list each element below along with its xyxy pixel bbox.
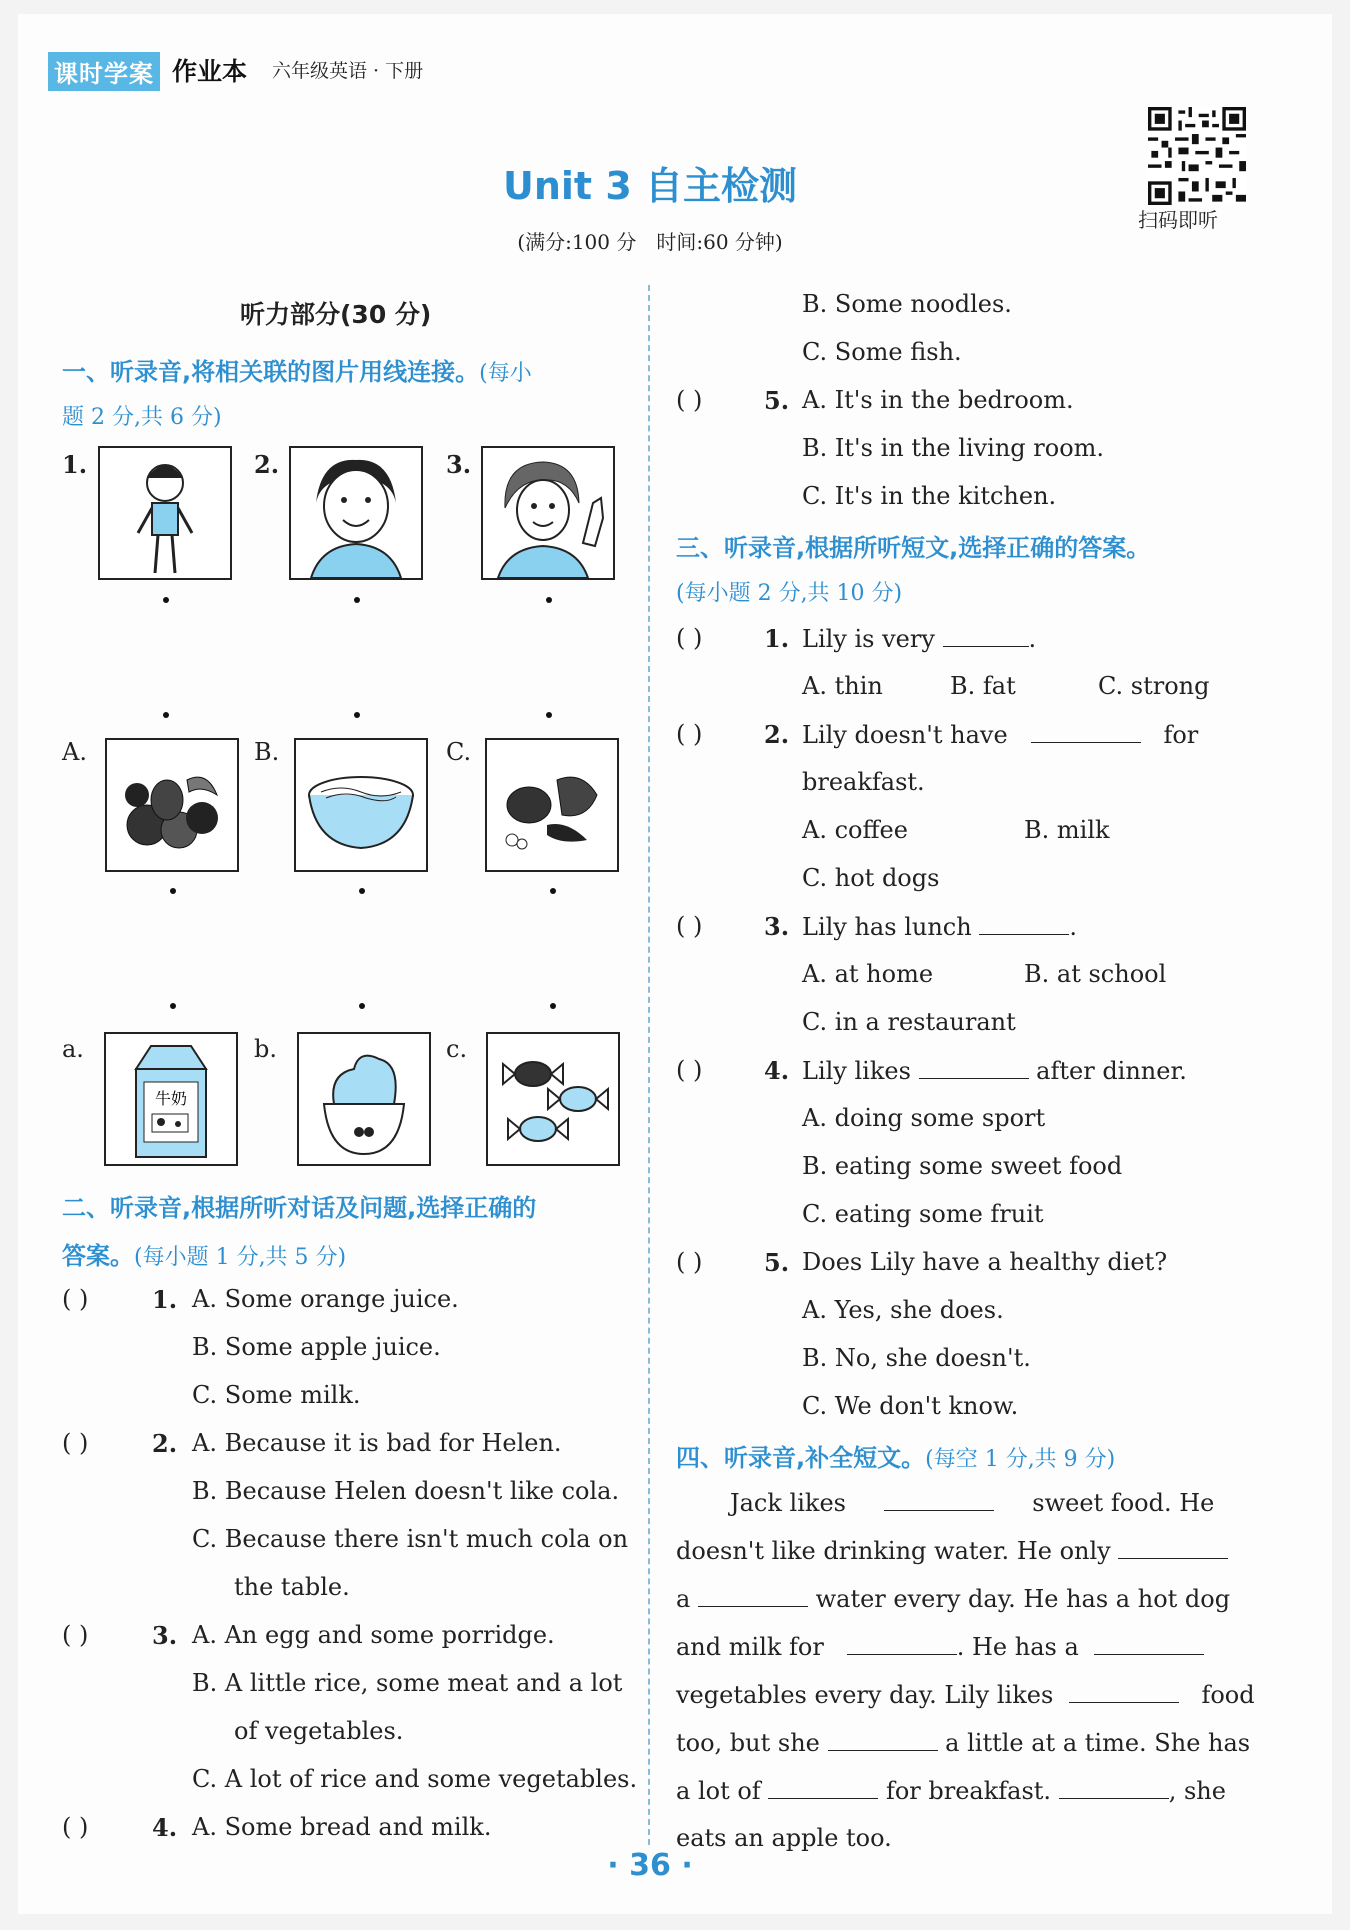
option-b: B. at school — [1024, 960, 1167, 988]
fill-blank[interactable] — [919, 1056, 1029, 1079]
answer-paren[interactable]: ( ) — [62, 1285, 89, 1313]
option-a: A. Because it is bad for Helen. — [192, 1429, 562, 1457]
option-b: B. milk — [1024, 816, 1110, 844]
fill-blank[interactable] — [768, 1776, 878, 1799]
option-b: B. Some noodles. — [802, 290, 1012, 318]
connect-dot[interactable] — [354, 597, 360, 603]
fill-blank[interactable] — [847, 1632, 957, 1655]
question-number: 3. — [764, 912, 790, 941]
fill-blank[interactable] — [828, 1728, 938, 1751]
milk-carton-picture — [104, 1032, 238, 1166]
fill-blank[interactable] — [1118, 1536, 1228, 1559]
option-c: C. A lot of rice and some vegetables. — [192, 1765, 638, 1793]
girl-smiling-picture — [289, 446, 423, 580]
option-b: B. A little rice, some meat and a lot — [192, 1669, 623, 1697]
milk-carton-text: 牛奶 — [154, 1089, 188, 1108]
option-b: B. fat — [950, 672, 1016, 700]
option-c: C. It's in the kitchen. — [802, 482, 1057, 510]
connect-dot[interactable] — [359, 888, 365, 894]
option-c: C. Some milk. — [192, 1381, 361, 1409]
fill-blank[interactable] — [943, 624, 1029, 647]
passage-line: Jack likes sweet food. He — [730, 1489, 1215, 1517]
connect-dot[interactable] — [546, 712, 552, 718]
fill-blank[interactable] — [698, 1584, 808, 1607]
pic-label-B: B. — [254, 738, 280, 766]
section1-note: 题 2 分,共 6 分) — [62, 405, 222, 430]
fill-blank[interactable] — [1059, 1776, 1169, 1799]
passage-line: a lot of for breakfast. , she — [676, 1777, 1226, 1805]
question-number: 2. — [764, 720, 790, 749]
pic-label-a: a. — [62, 1035, 84, 1063]
option-a: A. at home — [802, 960, 934, 988]
pic-label-b: b. — [254, 1035, 277, 1063]
answer-paren[interactable]: ( ) — [676, 912, 703, 940]
qr-label: 扫码即听 — [1138, 208, 1218, 232]
question-stem: Does Lily have a healthy diet? — [802, 1248, 1168, 1276]
fruit-picture — [105, 738, 239, 872]
score-time-note: (满分:100 分 时间:60 分钟) — [517, 230, 783, 254]
fill-blank[interactable] — [1031, 720, 1141, 743]
option-a: A. doing some sport — [802, 1104, 1046, 1132]
passage-line: vegetables every day. Lily likes food — [676, 1681, 1255, 1709]
qr-code-icon[interactable] — [1148, 107, 1246, 205]
connect-dot[interactable] — [163, 597, 169, 603]
question-stem: Lily likes after dinner. — [802, 1057, 1187, 1085]
question-number: 1. — [764, 624, 790, 653]
section2-title-cont: 答案。(每小题 1 分,共 5 分) — [62, 1242, 347, 1270]
header-grade: 六年级英语 · 下册 — [272, 60, 424, 82]
option-c: C. Some fish. — [802, 338, 962, 366]
option-a: A. Yes, she does. — [802, 1296, 1004, 1324]
answer-paren[interactable]: ( ) — [62, 1813, 89, 1841]
unit-title: Unit 3 自主检测 — [503, 164, 797, 208]
header-book: 作业本 — [172, 57, 248, 86]
answer-paren[interactable]: ( ) — [676, 386, 703, 414]
question-stem: Lily doesn't have for — [802, 721, 1199, 749]
pic-label-2: 2. — [254, 450, 280, 479]
answer-paren[interactable]: ( ) — [676, 1248, 703, 1276]
connect-dot[interactable] — [359, 1003, 365, 1009]
option-a: A. Some orange juice. — [192, 1285, 459, 1313]
passage-line: and milk for . He has a — [676, 1632, 1204, 1661]
connect-dot[interactable] — [170, 1003, 176, 1009]
section3-title: 三、听录音,根据所听短文,选择正确的答案。 — [676, 534, 1151, 562]
question-number: 4. — [152, 1813, 178, 1842]
listening-section-title: 听力部分(30 分) — [240, 300, 432, 329]
question-stem: Lily is very . — [802, 625, 1037, 653]
ice-cream-picture — [297, 1032, 431, 1166]
answer-paren[interactable]: ( ) — [62, 1621, 89, 1649]
option-a: A. thin — [802, 672, 883, 700]
page-number: · 36 · — [607, 1848, 693, 1883]
connect-dot[interactable] — [546, 597, 552, 603]
passage-line: doesn't like drinking water. He only — [676, 1536, 1228, 1565]
passage-line: a water every day. He has a hot dog — [676, 1585, 1231, 1613]
option-c: C. in a restaurant — [802, 1008, 1016, 1036]
fill-blank[interactable] — [1094, 1632, 1204, 1655]
option-c: C. We don't know. — [802, 1392, 1019, 1420]
option-a: A. coffee — [802, 816, 908, 844]
noodles-bowl-picture — [294, 738, 428, 872]
connect-dot[interactable] — [550, 888, 556, 894]
passage-line: eats an apple too. — [676, 1824, 892, 1852]
fill-blank[interactable] — [884, 1488, 994, 1511]
option-c: C. eating some fruit — [802, 1200, 1044, 1228]
question-number: 4. — [764, 1056, 790, 1085]
column-divider — [648, 285, 650, 1845]
connect-dot[interactable] — [550, 1003, 556, 1009]
answer-paren[interactable]: ( ) — [62, 1429, 89, 1457]
option-b: B. Some apple juice. — [192, 1333, 441, 1361]
section3-note: (每小题 2 分,共 10 分) — [676, 581, 903, 606]
section2-title: 二、听录音,根据所听对话及问题,选择正确的 — [62, 1194, 537, 1222]
pic-label-1: 1. — [62, 450, 88, 479]
question-number: 2. — [152, 1429, 178, 1458]
option-b: B. Because Helen doesn't like cola. — [192, 1477, 620, 1505]
connect-dot[interactable] — [354, 712, 360, 718]
option-a: A. It's in the bedroom. — [802, 386, 1074, 414]
section4-title: 四、听录音,补全短文。(每空 1 分,共 9 分) — [676, 1444, 1116, 1472]
candies-picture — [486, 1032, 620, 1166]
option-b: B. eating some sweet food — [802, 1152, 1123, 1180]
option-c: C. Because there isn't much cola on — [192, 1525, 629, 1553]
pic-label-A: A. — [62, 738, 87, 766]
pic-label-c: c. — [446, 1035, 468, 1063]
question-number: 3. — [152, 1621, 178, 1650]
option-b: B. It's in the living room. — [802, 434, 1105, 462]
woman-waving-picture — [481, 446, 615, 580]
connect-dot[interactable] — [163, 712, 169, 718]
question-stem-cont: breakfast. — [802, 768, 925, 796]
answer-paren[interactable]: ( ) — [676, 1056, 703, 1084]
option-a: A. An egg and some porridge. — [192, 1621, 555, 1649]
pic-label-C: C. — [446, 738, 472, 766]
passage-line: too, but she a little at a time. She has — [676, 1729, 1251, 1757]
connect-dot[interactable] — [170, 888, 176, 894]
section1-title: 一、听录音,将相关联的图片用线连接。(每小 — [62, 358, 532, 386]
fill-blank[interactable] — [979, 912, 1069, 935]
option-b-cont: of vegetables. — [234, 1717, 404, 1745]
answer-paren[interactable]: ( ) — [676, 624, 703, 652]
fill-blank[interactable] — [1069, 1680, 1179, 1703]
answer-paren[interactable]: ( ) — [676, 720, 703, 748]
vegetables-picture — [485, 738, 619, 872]
question-number: 1. — [152, 1285, 178, 1314]
question-number: 5. — [764, 1248, 790, 1277]
question-number: 5. — [764, 386, 790, 415]
question-stem: Lily has lunch . — [802, 913, 1077, 941]
option-c-cont: the table. — [234, 1573, 350, 1601]
pic-label-3: 3. — [446, 450, 472, 479]
girl-thin-picture — [98, 446, 232, 580]
option-a: A. Some bread and milk. — [192, 1813, 492, 1841]
option-c: C. hot dogs — [802, 864, 940, 892]
header-brand: 课时学案 — [48, 52, 160, 91]
option-c: C. strong — [1098, 672, 1210, 700]
option-b: B. No, she doesn't. — [802, 1344, 1031, 1372]
